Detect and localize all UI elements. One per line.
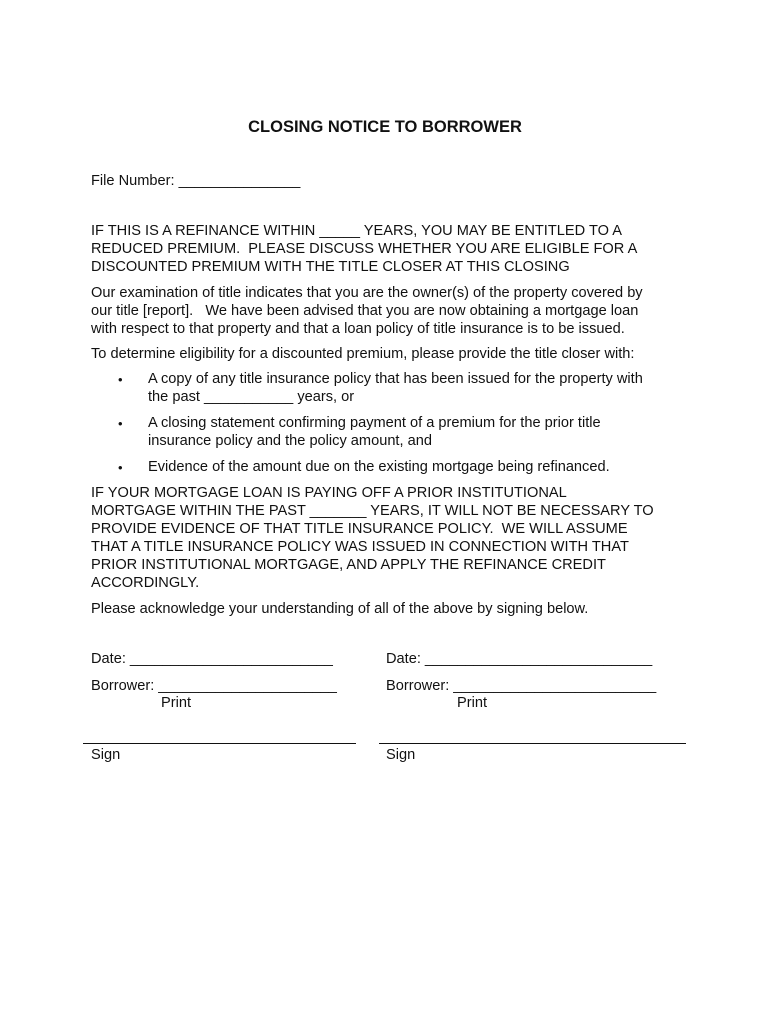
bullet-item-line: insurance policy and the policy amount, and [148,433,432,449]
document-title: CLOSING NOTICE TO BORROWER [248,118,522,136]
examination-paragraph [91,284,691,338]
bullet-symbol: • [118,416,123,431]
prior-mortgage-line: MORTGAGE WITHIN THE PAST _______ YEARS, IT WILL NOT BE NECESSARY TO [91,503,654,519]
eligibility-intro: To determine eligibility for a discounted premium, please provide the title closer with: [91,346,635,362]
right-sign-line [379,743,686,744]
file-number-field: File Number: _______________ [91,173,301,189]
bullet-symbol: • [118,460,123,475]
bullet-item [148,458,688,476]
right-sign-label: Sign [386,747,416,763]
refinance-notice-line: REDUCED PREMIUM. PLEASE DISCUSS WHETHER YOU ARE ELIGIBLE FOR A [91,241,638,257]
left-sign-line [83,743,356,744]
left-date-field: Date: _________________________ [91,651,333,667]
bullet-item-line: A copy of any title insurance policy that has been issued for the property with [148,371,643,387]
examination-line: with respect to that property and that a loan policy of title insurance is to be issued. [91,321,625,337]
prior-mortgage-line: THAT A TITLE INSURANCE POLICY WAS ISSUED IN CONNECTION WITH THAT [91,539,629,555]
refinance-notice [91,222,691,276]
right-borrower-field: Borrower: _________________________ [386,678,657,694]
examination-line: our title [report]. We have been advised that you are now obtaining a mortgage loan [91,303,639,319]
prior-mortgage-line: PRIOR INSTITUTIONAL MORTGAGE, AND APPLY THE REFINANCE CREDIT [91,557,606,573]
left-borrower-field: Borrower: ______________________ [91,678,337,694]
prior-mortgage-line: PROVIDE EVIDENCE OF THAT TITLE INSURANCE POLICY. WE WILL ASSUME [91,521,628,537]
bullet-item-line: the past ___________ years, or [148,389,355,405]
prior-mortgage-notice [91,484,691,592]
right-print-label: Print [457,695,488,711]
left-sign-label: Sign [91,747,121,763]
bullet-item-line: Evidence of the amount due on the existing mortgage being refinanced. [148,459,610,475]
refinance-notice-line: DISCOUNTED PREMIUM WITH THE TITLE CLOSER AT THIS CLOSING [91,259,570,275]
bullet-item-line: A closing statement confirming payment of a premium for the prior title [148,415,601,431]
left-print-label: Print [161,695,192,711]
bullet-item [148,370,688,406]
prior-mortgage-line: ACCORDINGLY. [91,575,200,591]
prior-mortgage-line: IF YOUR MORTGAGE LOAN IS PAYING OFF A PRIOR INSTITUTIONAL [91,485,567,501]
refinance-notice-line: IF THIS IS A REFINANCE WITHIN _____ YEARS, YOU MAY BE ENTITLED TO A [91,223,622,239]
right-date-field: Date: ____________________________ [386,651,653,667]
bullet-symbol: • [118,372,123,387]
acknowledgement-text: Please acknowledge your understanding of all of the above by signing below. [91,601,589,617]
bullet-item [148,414,688,450]
examination-line: Our examination of title indicates that you are the owner(s) of the property covered by [91,285,643,301]
